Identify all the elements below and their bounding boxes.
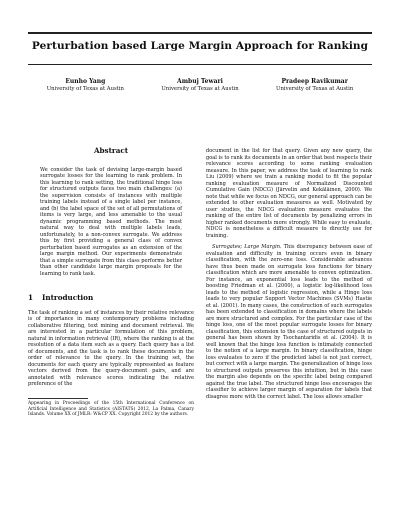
paragraph-surrogates [206, 244, 372, 400]
author-name: Eunho Yang [65, 78, 106, 85]
author-name: Pradeep Ravikumar [281, 78, 348, 85]
abstract-text: We consider the task of devising large-margin based surrogate losses for the learning to rank problem. In this learning to rank setting, the traditional hinge loss for structured outputs faces two main challenges: (a) the supervision consists of instances with multiple training labels instead of a single label per instance, and (b) the label space of the set of all permutations of items is very large, and less amenable to the usual dynamic programming based methods. The most natural way to deal with multiple labels leads, unfortunately, to a non-convex surrogate. We address this by first providing a general class of convex perturbation based surrogates as an extension of the large margin method. Our experiments demonstrate that a simple surrogate from this class performs better than other candidate large margin proposals for the learning to rank task. [40, 166, 182, 277]
right-column-body [206, 148, 372, 400]
section-number: 1 [28, 293, 34, 302]
author-affiliation: University of Texas at Austin [276, 86, 354, 92]
paragraph-text: This discrepancy between ease of evaluation and difficulty in training occurs even in binary classification, with the zero-one loss. Considerable advances have thus been made on surrogate loss functions for binary classification which are more amenable to convex optimization. For instance, an exponential loss leads to the method of boosting Friedman et al. (2000), a logistic log-likelihood loss leads to the method of logistic regression, while a Hinge loss leads to very popular Support Vector Machines (SVMs) Hastie et al. (2001). In many cases, the construction of such surrogates has been extended to classification in domains where the labels are more structured and complex. For the particular case of the hinge loss, one of the most popular surrogate losses for binary classification, this extension to the case of structured outputs in general has been shown by Tsochantaridis et al. (2004). It is well known that the hinge loss function is intimately connected to the notion of a large margin. In binary classification, hinge loss evaluates to zero if the predicted label is not just correct, but correct with a large margin. The generalization of hinge loss to structured outputs preserves this intuition, but in this case the margin also depends on the specific label being compared against the true label. The structured hinge loss encourages the classifier to achieve larger margin of separation for labels that disagree more with the correct label. The loss allows smaller [206, 244, 372, 400]
introduction-paragraph: The task of ranking a set of instances by their relative relevance is of importance in many contemporary problems including collaborative filtering, text mining and document retrieval. We are interested in a particular formulation of this problem, natural in information retrieval (IR), where the ranking is at the resolution of a data item such as a query. Each query has a list of documents, and the task is to rank these documents in the order of relevance to the query. In the training set, the documents for each query are typically represented as feature vectors derived from the query-document pairs, and are annotated with relevance scores indicating the relative preference of the [28, 309, 194, 387]
introduction-body [28, 310, 194, 388]
right-column [206, 148, 372, 405]
author-3 [257, 78, 372, 93]
author-1 [28, 78, 143, 93]
author-name: Ambuj Tewari [177, 78, 223, 85]
left-column [28, 148, 194, 418]
section-title: Introduction [42, 293, 94, 302]
footnote-rule [28, 398, 88, 399]
footnote: Appearing in Proceedings of the 15th International Conference on Artificial Intelligence and Statistics (AISTATS) 2012, La Palma, Canary Islands. Volume XX of JMLR: W&CP XX. Copyright 2012 by the authors. [28, 401, 194, 418]
author-affiliation: University of Texas at Austin [161, 86, 239, 92]
abstract-heading: Abstract [93, 146, 129, 155]
title-rule-bottom [28, 64, 372, 65]
paragraph-lead: Surrogates; Large Margin. [212, 244, 282, 250]
paragraph-continued: document in the list for that query. Given any new query, the goal is to rank its documents in an order that best respects their relevance scores according to some ranking evaluation measure. In this paper, we address the task of learning to rank Liu (2009) where we train a ranking model to fit the popular ranking evaluation measure of Normalized Discounted Cumulative Gain (NDCG) (Järvelin and Kekäläinen, 2000). We note that while we focus on NDCG, our general approach can be extended to other evaluation measures as well. Motivated by user studies, the NDCG evaluation measure evaluates the ranking of the entire list of documents by penalizing errors in higher ranked documents more strongly. While easy to evaluate, NDCG is nonetheless a difficult measure to directly use for training. [206, 148, 372, 239]
title-rule-top [28, 32, 372, 34]
author-block [28, 78, 372, 93]
author-2 [143, 78, 258, 93]
paper-title: Perturbation based Large Margin Approach for Ranking [31, 40, 369, 52]
author-affiliation: University of Texas at Austin [46, 86, 124, 92]
section-heading [28, 295, 194, 302]
